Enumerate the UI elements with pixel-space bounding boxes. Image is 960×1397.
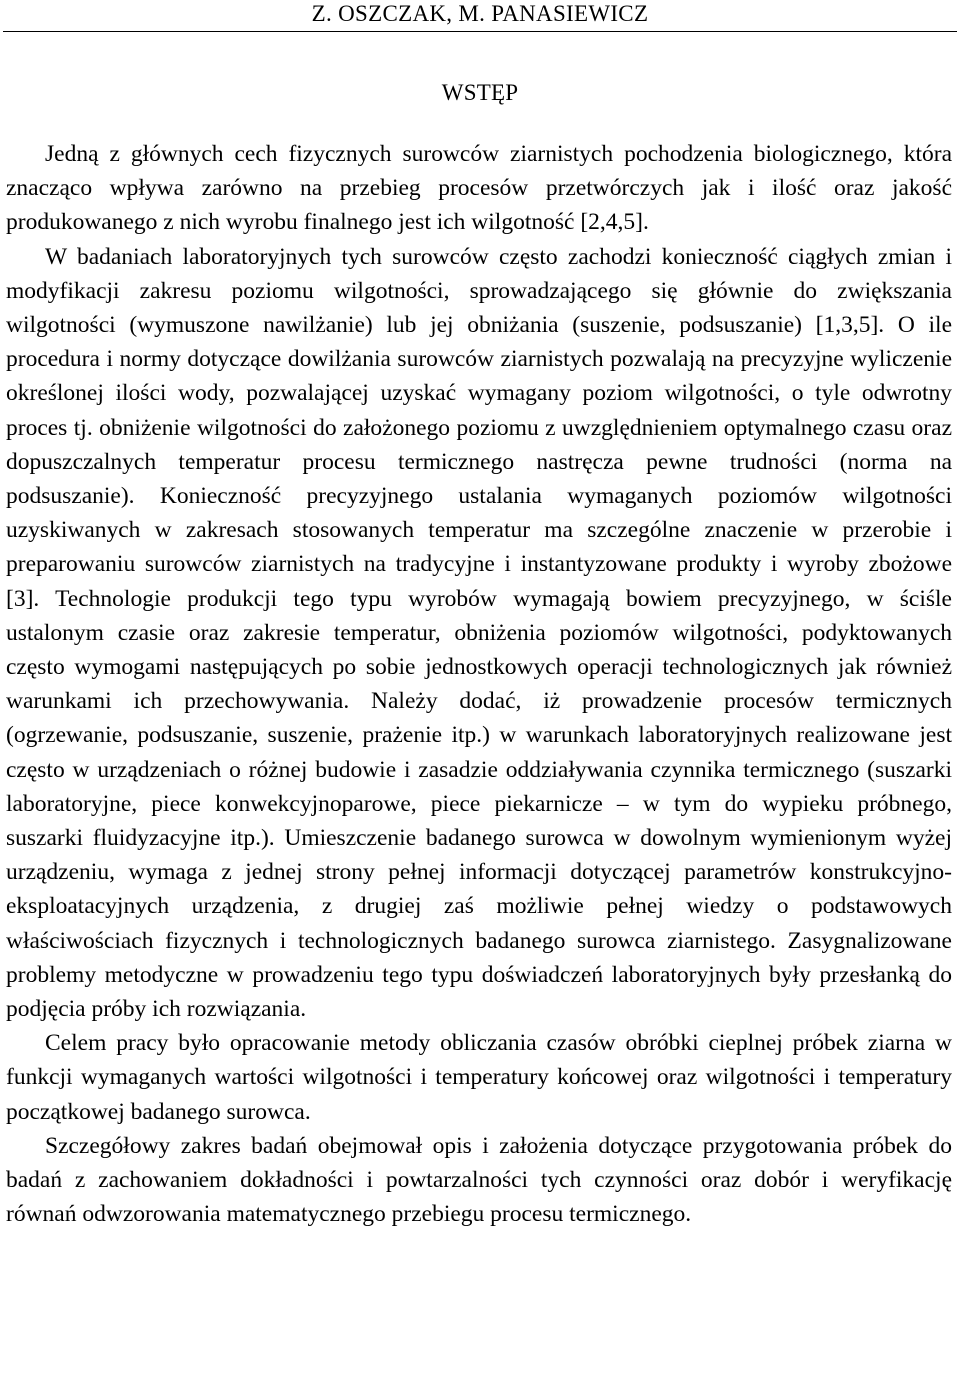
page-header (0, 0, 960, 32)
running-head-authors: Z. OSZCZAK, M. PANASIEWICZ (311, 1, 649, 26)
paragraph-3: Celem pracy było opracowanie metody obliczania czasów obróbki cieplnej próbek ziarna w funkcji wymaganych wartości wilgotności i temperatury końcowej oraz wilgotności i temperatury początkowej badanego surowca. (6, 1030, 952, 1125)
paragraph-4: Szczegółowy zakres badań obejmował opis i założenia dotyczące przygotowania próbek do badań z zachowaniem dokładności i powtarzalności tych czynności oraz dobór i weryfikację równań odwzorowania matematycznego przebiegu procesu termicznego. (6, 1132, 952, 1228)
header-divider (3, 31, 957, 32)
paragraph-2: W badaniach laboratoryjnych tych surowców często zachodzi konieczność ciągłych zmian i modyfikacji zakresu poziomu wilgotności, sprowadzającego się głównie do zwiększania wilgotności (wymuszone nawilżanie) lub jej obniżania (suszenie, podsuszanie) [1,3,5]. O ile procedura i normy dotyczące dowilżania surowców ziarnistych pozwalają na precyzyjne wyliczenie określonej ilości wody, pozwalającej uzyskać wymagany poziom wilgotności, o tyle odwrotny proces tj. obniżenie wilgotności do założonego poziomu z uwzględnieniem optymalnego czasu oraz dopuszczalnych temperatur procesu termicznego nastręcza pewne trudności (norma na podsuszanie). Konieczność precyzyjnego ustalania wymaganych poziomów wilgotności uzyskiwanych w zakresach stosowanych temperatur ma szczególne znaczenie w przerobie i preparowaniu surowców ziarnistych na tradycyjne i instantyzowane produkty i wyroby zbożowe [3]. Technologie produkcji tego typu wyrobów wymagają bowiem precyzyjnego, w ściśle ustalonym czasie oraz zakresie temperatur, obniżenia poziomów wilgotności, podyktowanych często wymogami następujących po sobie jednostkowych operacji technologicznych jak również warunkami ich przechowywania. Należy dodać, iż prowadzenie procesów termicznych (ogrzewanie, podsuszanie, suszenie, prażenie itp.) w warunkach laboratoryjnych realizowane jest często w urządzeniach o różnej budowie i zasadzie oddziaływania czynnika termicznego (suszarki laboratoryjne, piece konwekcyjnoparowe, piece piekarnicze – w tym do wypieku próbnego, suszarki fluidyzacyjne itp.). Umieszczenie badanego surowca w dowolnym wymienionym wyżej urządzeniu, wymaga z jednej strony pełnej informacji dotyczącej parametrów konstrukcyjnoeksploatacyjnych urządzenia, z drugiej zaś możliwie pełnej wiedzy o podstawowych właściwościach fizycznych i technologicznych badanego surowca ziarnistego. Zasygnalizowane problemy metodyczne w prowadzeniu tego typu doświadczeń laboratoryjnych były przesłanką do podjęcia próby ich rozwiązania. (6, 243, 952, 1023)
body-text (6, 137, 952, 1232)
section-heading: WSTĘP (441, 80, 519, 105)
paragraph-1: Jedną z głównych cech fizycznych surowców ziarnistych pochodzenia biologicznego, która znacząco wpływa zarówno na przebieg procesów przetwórczych jak i ilość oraz jakość produkowanego z nich wyrobu finalnego jest ich wilgotność [2,4,5]. (6, 141, 952, 236)
